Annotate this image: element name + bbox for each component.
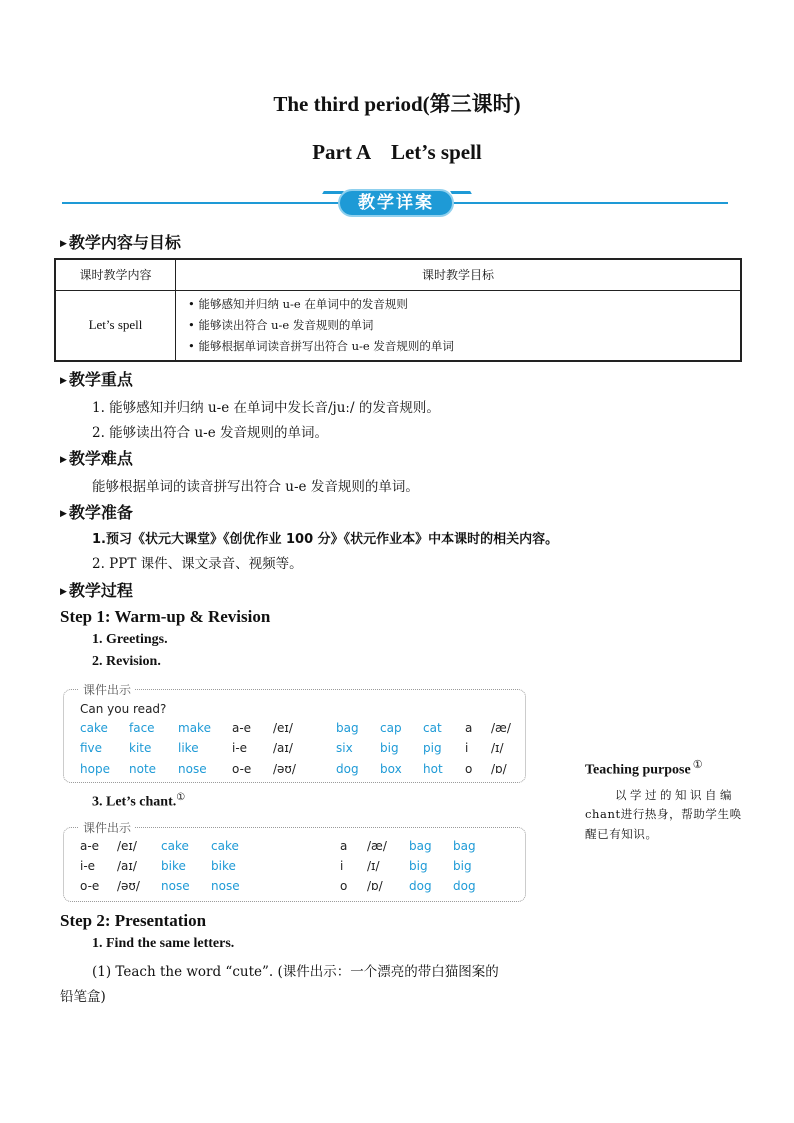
grid-cell: /əʊ/: [117, 879, 140, 893]
footnote-mark: ①: [176, 792, 186, 803]
difficulty-text: 能够根据单词的读音拼写出符合 u-e 发音规则的单词。: [92, 479, 419, 495]
grid-cell: bike: [161, 859, 186, 873]
step2-line-2: 铅笔盒): [60, 989, 106, 1005]
grid-cell: i-e: [232, 741, 248, 755]
goal-item: • 能够读出符合 u-e 发音规则的单词: [188, 317, 374, 332]
grid-cell: i-e: [80, 859, 96, 873]
triangle-bullet-icon: ▶: [60, 455, 67, 465]
grid-cell: cake: [211, 839, 239, 853]
grid-cell: cake: [161, 839, 189, 853]
courseware-tag: 课件出示: [79, 819, 135, 836]
chant-text: 3. Let’s chant.: [92, 794, 177, 810]
triangle-bullet-icon: ▶: [60, 587, 67, 597]
section-heading-process: [60, 578, 133, 601]
sidenote-line-1: 以学过的知识自编: [615, 788, 735, 802]
grid-cell: dog: [336, 762, 359, 776]
grid-cell: kite: [129, 741, 152, 755]
grid-cell: box: [380, 762, 402, 776]
grid-cell: like: [178, 741, 199, 755]
section-heading-difficulties: [60, 446, 133, 469]
grid-cell: bag: [453, 839, 476, 853]
preparation-line-1: 1.预习《状元大课堂》《创优作业 100 分》《状元作业本》中本课时的相关内容。: [92, 532, 559, 547]
section-heading-text: 教学重点: [68, 370, 133, 389]
grid-cell: big: [453, 859, 472, 873]
grid-cell: /æ/: [367, 839, 387, 853]
grid-cell: /eɪ/: [273, 721, 293, 735]
grid-cell: /æ/: [491, 721, 511, 735]
banner-flourish-right: [450, 191, 472, 194]
sidenote-title-text: Teaching purpose: [585, 762, 691, 778]
goal-item: • 能够根据单词读音拼写出符合 u-e 发音规则的单词: [188, 338, 454, 353]
section-heading-text: 教学准备: [68, 503, 133, 522]
grid-cell: /aɪ/: [117, 859, 137, 873]
grid-cell: i: [340, 859, 344, 873]
step1-item-chant: [92, 792, 185, 811]
step2-title: Step 2: Presentation: [60, 911, 207, 930]
step1-item-revision: 2. Revision.: [92, 654, 161, 669]
step2-item-find-letters: 1. Find the same letters.: [92, 936, 235, 951]
grid-cell: five: [80, 741, 103, 755]
grid-cell: o: [465, 762, 473, 776]
grid-cell: make: [178, 721, 211, 735]
grid-cell: o: [340, 879, 348, 893]
section-heading-key-points: [60, 367, 133, 390]
grid-cell: bike: [211, 859, 236, 873]
grid-cell: /ɪ/: [491, 741, 504, 755]
page-subtitle: [0, 140, 794, 165]
sidenote-title: [585, 758, 703, 779]
grid-cell: dog: [453, 879, 476, 893]
triangle-bullet-icon: ▶: [60, 376, 67, 386]
step1-title: Step 1: Warm-up & Revision: [60, 607, 271, 626]
grid-cell: big: [409, 859, 428, 873]
grid-cell: a-e: [232, 721, 252, 735]
preparation-line-2: 2. PPT 课件、课文录音、视频等。: [92, 556, 303, 572]
sidenote-line-2: chant进行热身，帮助学生唤: [585, 807, 742, 821]
table-header-content: 课时教学内容: [55, 259, 176, 290]
section-heading-preparation: [60, 500, 133, 523]
grid-cell: note: [129, 762, 157, 776]
section-heading-text: 教学过程: [68, 581, 133, 600]
objectives-table: [54, 258, 742, 362]
triangle-bullet-icon: ▶: [60, 509, 67, 519]
grid-cell: dog: [409, 879, 432, 893]
goal-item: • 能够感知并归纳 u-e 在单词中的发音规则: [188, 296, 408, 311]
courseware-tag: 课件出示: [79, 681, 135, 698]
key-point-1: 1. 能够感知并归纳 u-e 在单词中发长音/juː/ 的发音规则。: [92, 400, 440, 416]
grid-cell: /ɪ/: [367, 859, 380, 873]
subtitle-text: Part A Let’s spell: [312, 140, 482, 164]
grid-cell: a: [465, 721, 473, 735]
box1-prompt: Can you read?: [80, 702, 167, 716]
grid-cell: face: [129, 721, 155, 735]
step2-line-1: (1) Teach the word “cute”. (课件出示：一个漂亮的带白猫图案的: [92, 964, 499, 980]
grid-cell: /eɪ/: [117, 839, 137, 853]
grid-cell: /aɪ/: [273, 741, 293, 755]
grid-cell: nose: [211, 879, 240, 893]
grid-cell: bag: [409, 839, 432, 853]
grid-cell: /ɒ/: [491, 762, 507, 776]
table-header-goals: 课时教学目标: [176, 259, 742, 290]
sidenote-line-3: 醒已有知识。: [585, 827, 658, 841]
grid-cell: six: [336, 741, 353, 755]
grid-cell: /əʊ/: [273, 762, 296, 776]
grid-cell: o-e: [80, 879, 100, 893]
table-cell-content: Let’s spell: [55, 290, 176, 361]
grid-cell: cat: [423, 721, 442, 735]
key-point-2: 2. 能够读出符合 u-e 发音规则的单词。: [92, 425, 328, 441]
table-cell-goals: [176, 290, 742, 361]
section-heading-text: 教学难点: [68, 449, 133, 468]
grid-cell: big: [380, 741, 399, 755]
page-title: The third period(第三课时): [273, 92, 521, 116]
banner-badge: 教学详案: [338, 189, 454, 217]
grid-cell: cake: [80, 721, 108, 735]
grid-cell: hot: [423, 762, 443, 776]
triangle-bullet-icon: ▶: [60, 239, 67, 249]
grid-cell: i: [465, 741, 469, 755]
grid-cell: hope: [80, 762, 110, 776]
grid-cell: a: [340, 839, 348, 853]
grid-cell: nose: [161, 879, 190, 893]
section-heading-text: 教学内容与目标: [68, 233, 181, 252]
grid-cell: cap: [380, 721, 402, 735]
section-heading-content-goals: [60, 230, 181, 253]
grid-cell: bag: [336, 721, 359, 735]
footnote-mark: ①: [692, 759, 703, 771]
grid-cell: a-e: [80, 839, 100, 853]
step1-item-greetings: 1. Greetings.: [92, 632, 168, 647]
grid-cell: o-e: [232, 762, 252, 776]
grid-cell: /ɒ/: [367, 879, 383, 893]
grid-cell: nose: [178, 762, 207, 776]
grid-cell: pig: [423, 741, 442, 755]
